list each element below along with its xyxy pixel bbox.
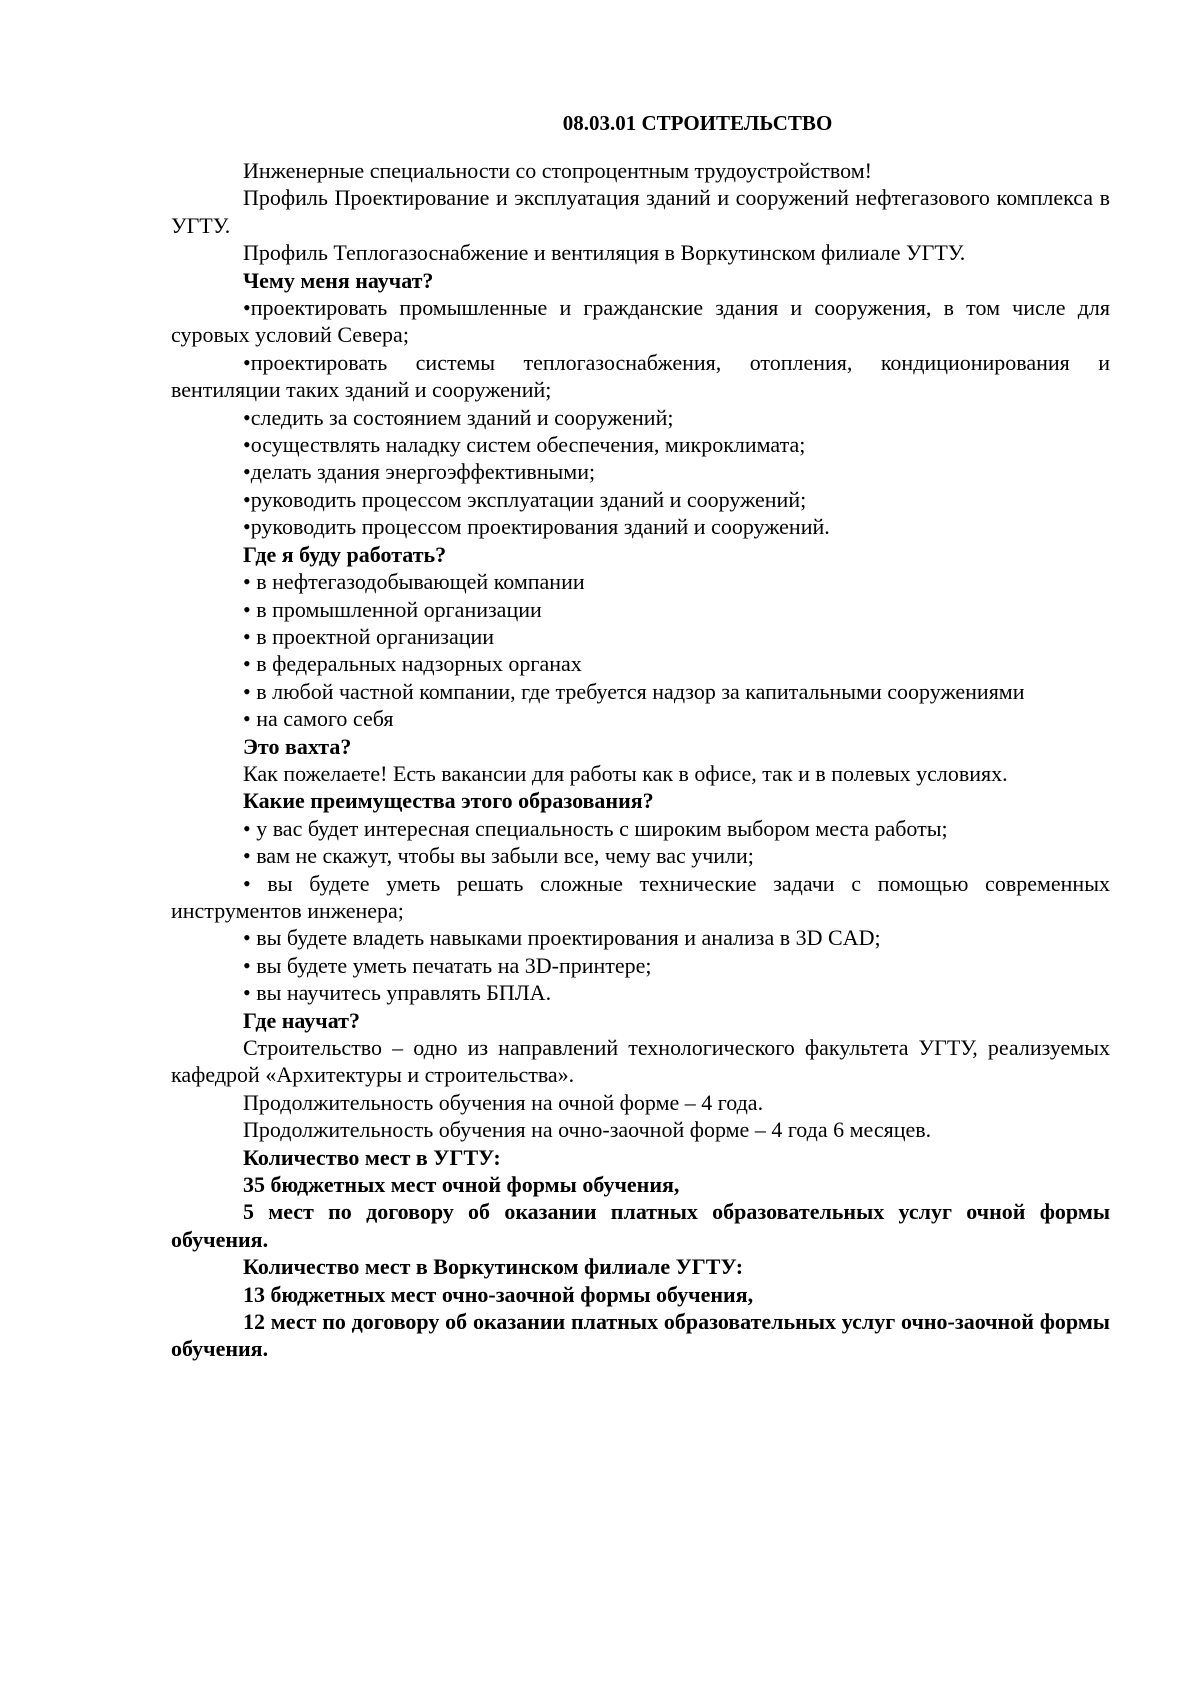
body-paragraph: • в проектной организации xyxy=(243,623,495,649)
body-paragraph: • вы научитесь управлять БПЛА. xyxy=(243,980,552,1006)
body-paragraph: Продолжительность обучения на очной форме – 4 года. xyxy=(243,1089,764,1115)
body-paragraph: •следить за состоянием зданий и сооружений; xyxy=(243,404,674,430)
section-heading: Количество мест в УГТУ: xyxy=(243,1144,501,1170)
body-paragraph: • вы будете владеть навыками проектирования и анализа в 3D CAD; xyxy=(243,925,881,951)
section-heading: Чему меня научат? xyxy=(243,267,434,293)
paragraph-list xyxy=(171,157,1110,1363)
body-paragraph: Профиль Теплогазоснабжение и вентиляция в Воркутинском филиале УГТУ. xyxy=(243,240,966,266)
section-heading: Где научат? xyxy=(243,1007,360,1033)
body-paragraph: Профиль Проектирование и эксплуатация зданий и сооружений нефтегазового комплекса в УГТУ. xyxy=(171,185,1110,238)
body-paragraph: • вы будете уметь решать сложные технические задачи с помощью современных инструментов инженера; xyxy=(171,870,1110,923)
body-paragraph: • вам не скажут, чтобы вы забыли все, чему вас учили; xyxy=(243,843,754,869)
body-paragraph: •осуществлять наладку систем обеспечения, микроклимата; xyxy=(243,432,806,458)
body-paragraph: •проектировать промышленные и гражданские здания и сооружения, в том числе для суровых условий Севера; xyxy=(171,295,1110,348)
body-paragraph: •руководить процессом проектирования зданий и сооружений. xyxy=(243,514,830,540)
section-heading: Где я буду работать? xyxy=(243,541,447,567)
body-paragraph: •руководить процессом эксплуатации зданий и сооружений; xyxy=(243,486,807,512)
body-paragraph: • в федеральных надзорных органах xyxy=(243,651,582,677)
body-paragraph: Инженерные специальности со стопроцентным трудоустройством! xyxy=(243,158,872,183)
body-paragraph: • на самого себя xyxy=(243,706,394,732)
body-paragraph: • в нефтегазодобывающей компании xyxy=(243,569,585,595)
section-heading: Какие преимущества этого образования? xyxy=(243,788,654,814)
body-paragraph: •проектировать системы теплогазоснабжения, отопления, кондиционирования и вентиляции таких зданий и сооружений; xyxy=(171,349,1110,403)
body-paragraph: • вы будете уметь печатать на 3D-принтере; xyxy=(243,952,652,978)
body-paragraph: • в промышленной организации xyxy=(243,596,542,622)
body-paragraph: • у вас будет интересная специальность с широким выбором места работы; xyxy=(243,815,948,841)
section-heading: Количество мест в Воркутинском филиале УГТУ: xyxy=(243,1254,744,1280)
body-paragraph: Как пожелаете! Есть вакансии для работы как в офисе, так и в полевых условиях. xyxy=(243,760,1008,786)
section-heading: 12 мест по договору об оказании платных образовательных услуг очно-заочной формы обучения. xyxy=(171,1309,1110,1362)
section-heading: 35 бюджетных мест очной формы обучения, xyxy=(243,1172,680,1198)
document-body xyxy=(171,110,1110,1363)
page-title: 08.03.01 СТРОИТЕЛЬСТВО xyxy=(562,111,833,135)
section-heading: Это вахта? xyxy=(243,733,352,759)
section-heading: 13 бюджетных мест очно-заочной формы обучения, xyxy=(243,1281,754,1307)
body-paragraph: •делать здания энергоэффективными; xyxy=(243,459,596,485)
section-heading: 5 мест по договору об оказании платных образовательных услуг очной формы обучения. xyxy=(171,1199,1110,1252)
body-paragraph: Продолжительность обучения на очно-заочной форме – 4 года 6 месяцев. xyxy=(243,1117,932,1143)
body-paragraph: • в любой частной компании, где требуется надзор за капитальными сооружениями xyxy=(243,678,1025,704)
body-paragraph: Строительство – одно из направлений технологического факультета УГТУ, реализуемых кафедрой «Архитектуры и строительства». xyxy=(171,1035,1110,1088)
